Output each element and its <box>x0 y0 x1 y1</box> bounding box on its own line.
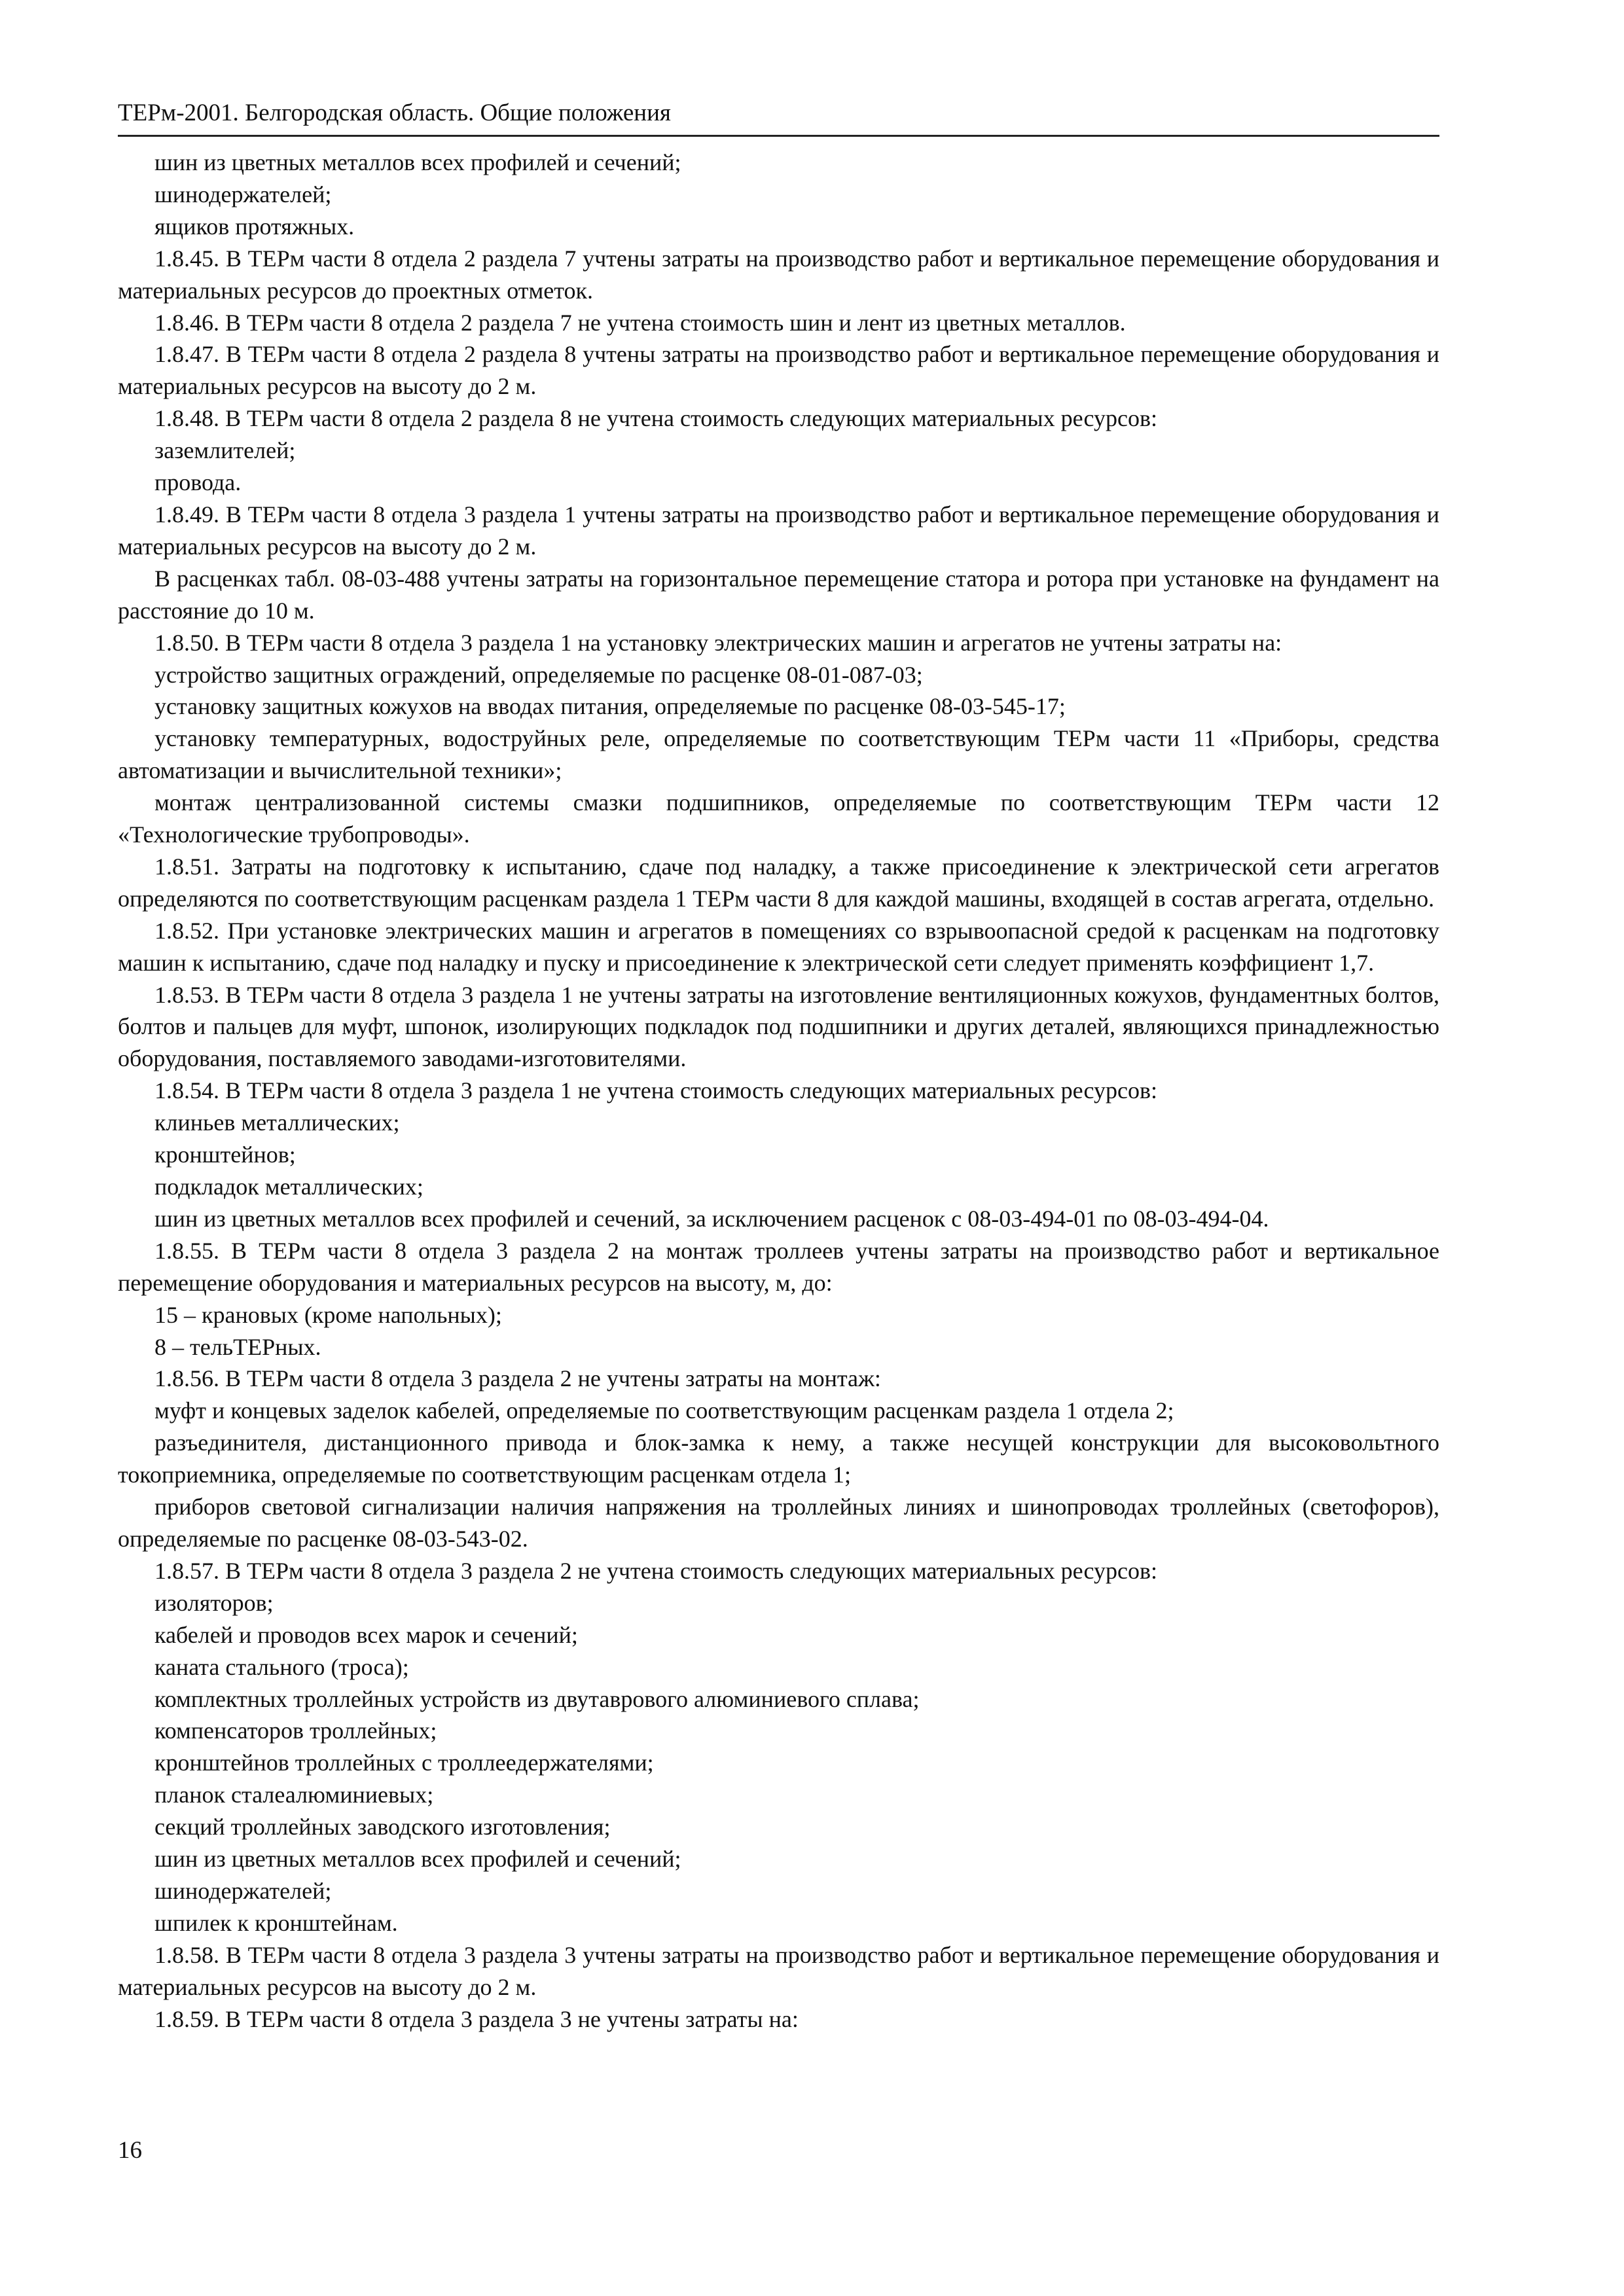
paragraph: 1.8.46. В ТЕРм части 8 отдела 2 раздела 7 не учтена стоимость шин и лент из цветных металлов. <box>154 309 1126 336</box>
paragraph: 1.8.53. В ТЕРм части 8 отдела 3 раздела 1 не учтены затраты на изготовление вентиляционных кожухов, фундаментных болтов, болтов и пальцев для муфт, шпонок, изолирующих подкладок под подшипники и других деталей, являющихся принадлежностью оборудования, поставляемого заводами-изготовителями. <box>118 981 1439 1072</box>
paragraph: 1.8.54. В ТЕРм части 8 отдела 3 раздела 1 не учтена стоимость следующих материальных ресурсов: <box>154 1077 1157 1104</box>
paragraph: устройство защитных ограждений, определяемые по расценке 08-01-087-03; <box>154 661 923 688</box>
paragraph: компенсаторов троллейных; <box>154 1717 437 1744</box>
paragraph: шинодержателей; <box>154 1877 332 1904</box>
paragraph: комплектных троллейных устройств из двутаврового алюминиевого сплава; <box>154 1685 920 1712</box>
paragraph: заземлителей; <box>154 437 296 464</box>
header-title: ТЕРм-2001. Белгородская область. Общие положения <box>118 99 671 126</box>
paragraph: 1.8.47. В ТЕРм части 8 отдела 2 раздела 8 учтены затраты на производство работ и вертикальное перемещение оборудования и материальных ресурсов на высоту до 2 м. <box>118 341 1439 400</box>
paragraph: кронштейнов троллейных с троллеедержателями; <box>154 1749 654 1776</box>
page-header <box>118 97 1439 137</box>
paragraph: шинодержателей; <box>154 181 332 207</box>
paragraph: установку температурных, водоструйных реле, определяемые по соответствующим ТЕРм части 11 «Приборы, средства автоматизации и вычислительной техники»; <box>118 725 1439 784</box>
paragraph: 1.8.58. В ТЕРм части 8 отдела 3 раздела 3 учтены затраты на производство работ и вертикальное перемещение оборудования и материальных ресурсов на высоту до 2 м. <box>118 1941 1439 2000</box>
paragraph: 1.8.48. В ТЕРм части 8 отдела 2 раздела 8 не учтена стоимость следующих материальных ресурсов: <box>154 405 1157 432</box>
page-number: 16 <box>118 2137 142 2164</box>
paragraph: кабелей и проводов всех марок и сечений; <box>154 1621 578 1648</box>
body-text <box>118 147 1439 2035</box>
paragraph: шин из цветных металлов всех профилей и сечений; <box>154 149 681 175</box>
paragraph: 1.8.50. В ТЕРм части 8 отдела 3 раздела 1 на установку электрических машин и агрегатов не учтены затраты на: <box>154 629 1282 656</box>
paragraph: клиньев металлических; <box>154 1109 400 1136</box>
paragraph: установку защитных кожухов на вводах питания, определяемые по расценке 08-03-545-17; <box>154 693 1066 720</box>
paragraph: шин из цветных металлов всех профилей и сечений, за исключением расценок с 08-03-494-01 по 08-03-494-04. <box>154 1205 1269 1232</box>
paragraph: шпилек к кронштейнам. <box>154 1909 398 1936</box>
paragraph: 1.8.51. Затраты на подготовку к испытанию, сдаче под наладку, а также присоединение к электрической сети агрегатов определяются по соответствующим расценкам раздела 1 ТЕРм части 8 для каждой машины, входящей в состав агрегата, отдельно. <box>118 853 1439 912</box>
paragraph: 1.8.55. В ТЕРм части 8 отдела 3 раздела 2 на монтаж троллеев учтены затраты на производство работ и вертикальное перемещение оборудования и материальных ресурсов на высоту, м, до: <box>118 1237 1439 1296</box>
paragraph: кронштейнов; <box>154 1141 296 1168</box>
paragraph: 1.8.52. При установке электрических машин и агрегатов в помещениях со взрывоопасной средой к расценкам на подготовку машин к испытанию, сдаче под наладку и пуску и присоединение к электрической сети следует применять коэффициент 1,7. <box>118 917 1439 976</box>
paragraph: каната стального (троса); <box>154 1653 409 1680</box>
paragraph: 1.8.59. В ТЕРм части 8 отдела 3 раздела 3 не учтены затраты на: <box>154 2005 799 2032</box>
paragraph: 8 – тельТЕРных. <box>154 1333 321 1360</box>
paragraph: 1.8.57. В ТЕРм части 8 отдела 3 раздела 2 не учтена стоимость следующих материальных ресурсов: <box>154 1557 1157 1584</box>
paragraph: 1.8.56. В ТЕРм части 8 отдела 3 раздела 2 не учтены затраты на монтаж: <box>154 1365 881 1392</box>
paragraph: 1.8.49. В ТЕРм части 8 отдела 3 раздела 1 учтены затраты на производство работ и вертикальное перемещение оборудования и материальных ресурсов на высоту до 2 м. <box>118 501 1439 560</box>
paragraph: подкладок металлических; <box>154 1174 424 1200</box>
paragraph: ящиков протяжных. <box>154 213 355 240</box>
paragraph: 15 – крановых (кроме напольных); <box>154 1301 502 1328</box>
paragraph: муфт и концевых заделок кабелей, определяемые по соответствующим расценкам раздела 1 отдела 2; <box>154 1397 1174 1424</box>
paragraph: приборов световой сигнализации наличия напряжения на троллейных линиях и шинопроводах троллейных (светофоров), определяемые по расценке 08-03-543-02. <box>118 1494 1439 1552</box>
paragraph: планок сталеалюминиевых; <box>154 1782 434 1808</box>
paragraph: разъединителя, дистанционного привода и блок-замка к нему, а также несущей конструкции для высоковольтного токоприемника, определяемые по соответствующим расценкам отдела 1; <box>118 1429 1439 1488</box>
paragraph: шин из цветных металлов всех профилей и сечений; <box>154 1846 681 1873</box>
paragraph: секций троллейных заводского изготовления; <box>154 1814 611 1840</box>
paragraph: провода. <box>154 469 242 496</box>
paragraph: 1.8.45. В ТЕРм части 8 отдела 2 раздела 7 учтены затраты на производство работ и вертикальное перемещение оборудования и материальных ресурсов до проектных отметок. <box>118 245 1439 304</box>
paragraph: В расценках табл. 08-03-488 учтены затраты на горизонтальное перемещение статора и ротора при установке на фундамент на расстояние до 10 м. <box>118 565 1439 624</box>
paragraph: изоляторов; <box>154 1589 274 1616</box>
paragraph: монтаж централизованной системы смазки подшипников, определяемые по соответствующим ТЕРм части 12 «Технологические трубопроводы». <box>118 789 1439 848</box>
